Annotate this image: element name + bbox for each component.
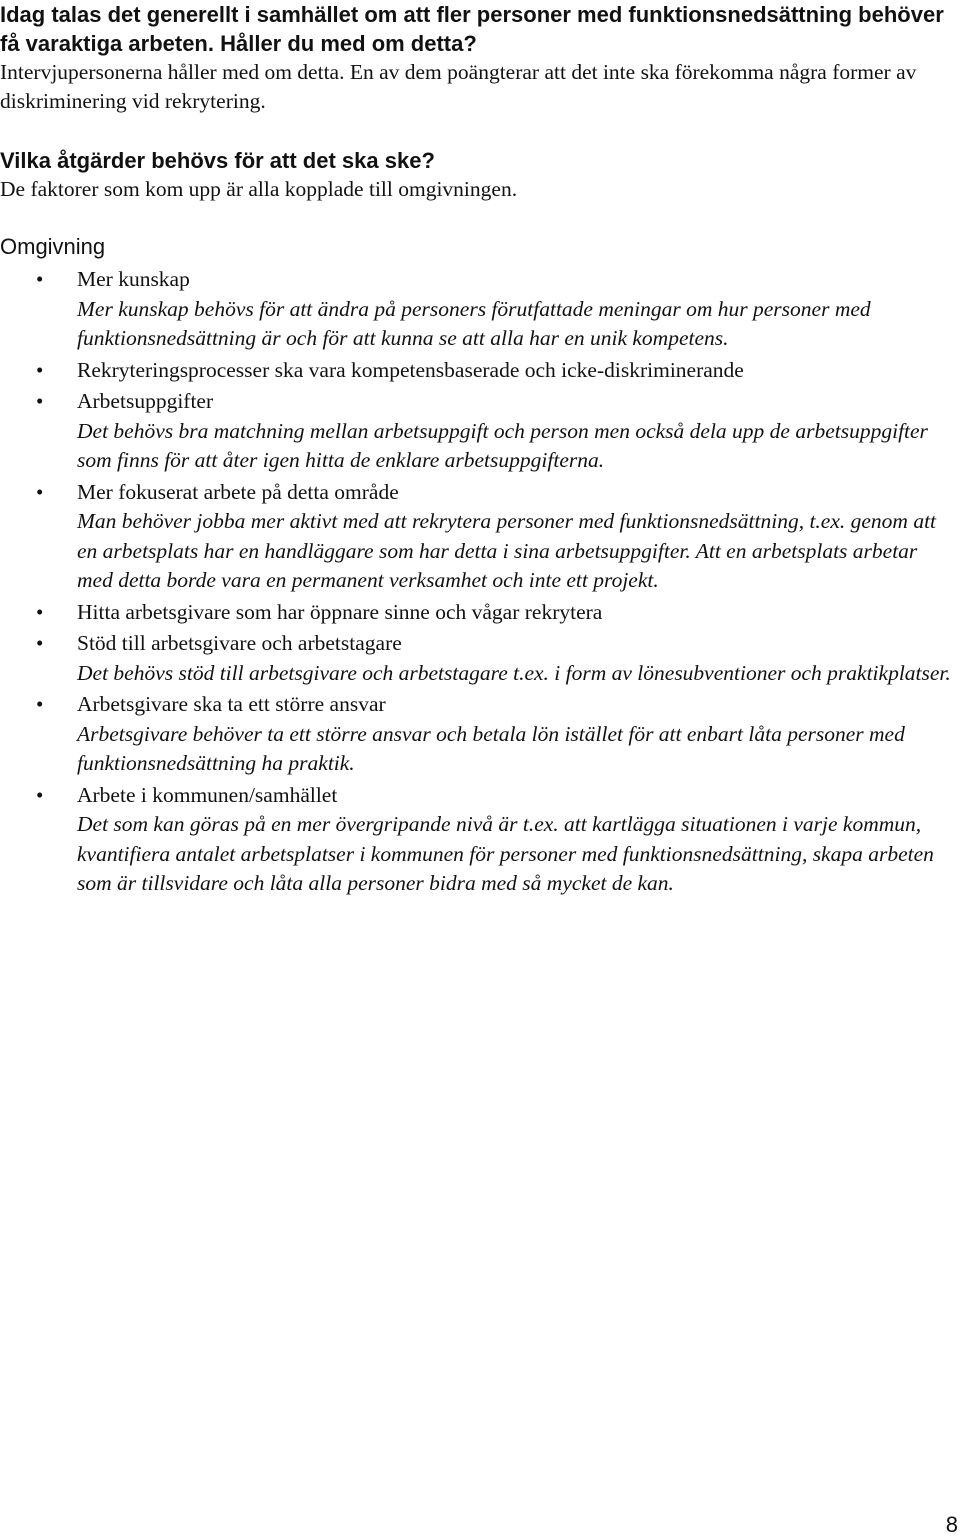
bullet-icon: • [36, 692, 44, 716]
list-item [0, 478, 960, 596]
list-item-label: Mer kunskap [77, 267, 190, 291]
bullet-icon: • [36, 389, 44, 413]
list-item-label: Arbetsuppgifter [77, 389, 214, 413]
list-item [0, 598, 960, 628]
list-item [0, 356, 960, 386]
list-item [0, 265, 960, 354]
list-item-description: Det behövs bra matchning mellan arbetsuppgift och person men också dela upp de arbetsuppgifter som finns för att åter igen hitta de enklare arbetsuppgifterna. [77, 418, 928, 472]
list-item-label: Arbetsgivare ska ta ett större ansvar [77, 692, 386, 716]
list-item-label: Mer fokuserat arbete på detta område [77, 479, 399, 504]
bullet-icon: • [36, 599, 44, 624]
bullet-icon: • [36, 479, 44, 504]
bullet-icon: • [36, 357, 44, 382]
list-item-label: Rekryteringsprocesser ska vara kompetensbaserade och icke-diskriminerande [77, 357, 744, 382]
page-number: 8 [945, 1512, 958, 1537]
bullet-icon: • [36, 631, 44, 655]
list-item [0, 690, 960, 779]
list-item [0, 629, 960, 688]
question-heading: Idag talas det generellt i samhället om att fler personer med funktionsnedsättning behöver få varaktiga arbeten. Håller du med om detta? [0, 2, 944, 56]
list-item [0, 387, 960, 476]
question-answer: Intervjupersonerna håller med om detta. En av dem poängterar att det inte ska förekomma några former av diskriminering vid rekrytering. [0, 60, 917, 113]
list-item-description: Man behöver jobba mer aktivt med att rekrytera personer med funktionsnedsättning, t.ex. genom att en arbetsplats har en handläggare som har detta i sina arbetsuppgifter. Att en arbetsplats arbetar med detta borde vara en permanent verksamhet och inte ett projekt. [77, 509, 937, 592]
list-item-description: Arbetsgivare behöver ta ett större ansvar och betala lön istället för att enbart låta personer med funktionsnedsättning ha praktik. [77, 721, 905, 775]
bullet-icon: • [36, 782, 44, 807]
measures-list [0, 265, 960, 901]
question-block-2 [0, 146, 958, 204]
question-answer: De faktorer som kom upp är alla kopplade till omgivningen. [0, 177, 518, 201]
list-item-description: Det som kan göras på en mer övergripande nivå är t.ex. att kartlägga situationen i varje kommun, kvantifiera antalet arbetsplatser i kommunen för personer med funktionsnedsättning, skapa arbeten som är tillsvidare och låta alla personer bidra med så mycket de kan. [77, 812, 934, 895]
bullet-icon: • [36, 267, 44, 291]
list-item [0, 781, 960, 899]
question-block-1 [0, 0, 958, 116]
list-item-label: Stöd till arbetsgivare och arbetstagare [77, 631, 402, 655]
question-heading: Vilka åtgärder behövs för att det ska ske? [0, 148, 435, 173]
list-item-description: Det behövs stöd till arbetsgivare och arbetstagare t.ex. i form av lönesubventioner och praktikplatser. [77, 660, 951, 685]
section-title: Omgivning [0, 234, 106, 259]
list-item-label: Hitta arbetsgivare som har öppnare sinne och vågar rekrytera [77, 599, 603, 624]
list-item-label: Arbete i kommunen/samhället [77, 782, 338, 807]
list-item-description: Mer kunskap behövs för att ändra på personers förutfattade meningar om hur personer med funktionsnedsättning är och för att kunna se att alla har en unik kompetens. [77, 296, 871, 350]
